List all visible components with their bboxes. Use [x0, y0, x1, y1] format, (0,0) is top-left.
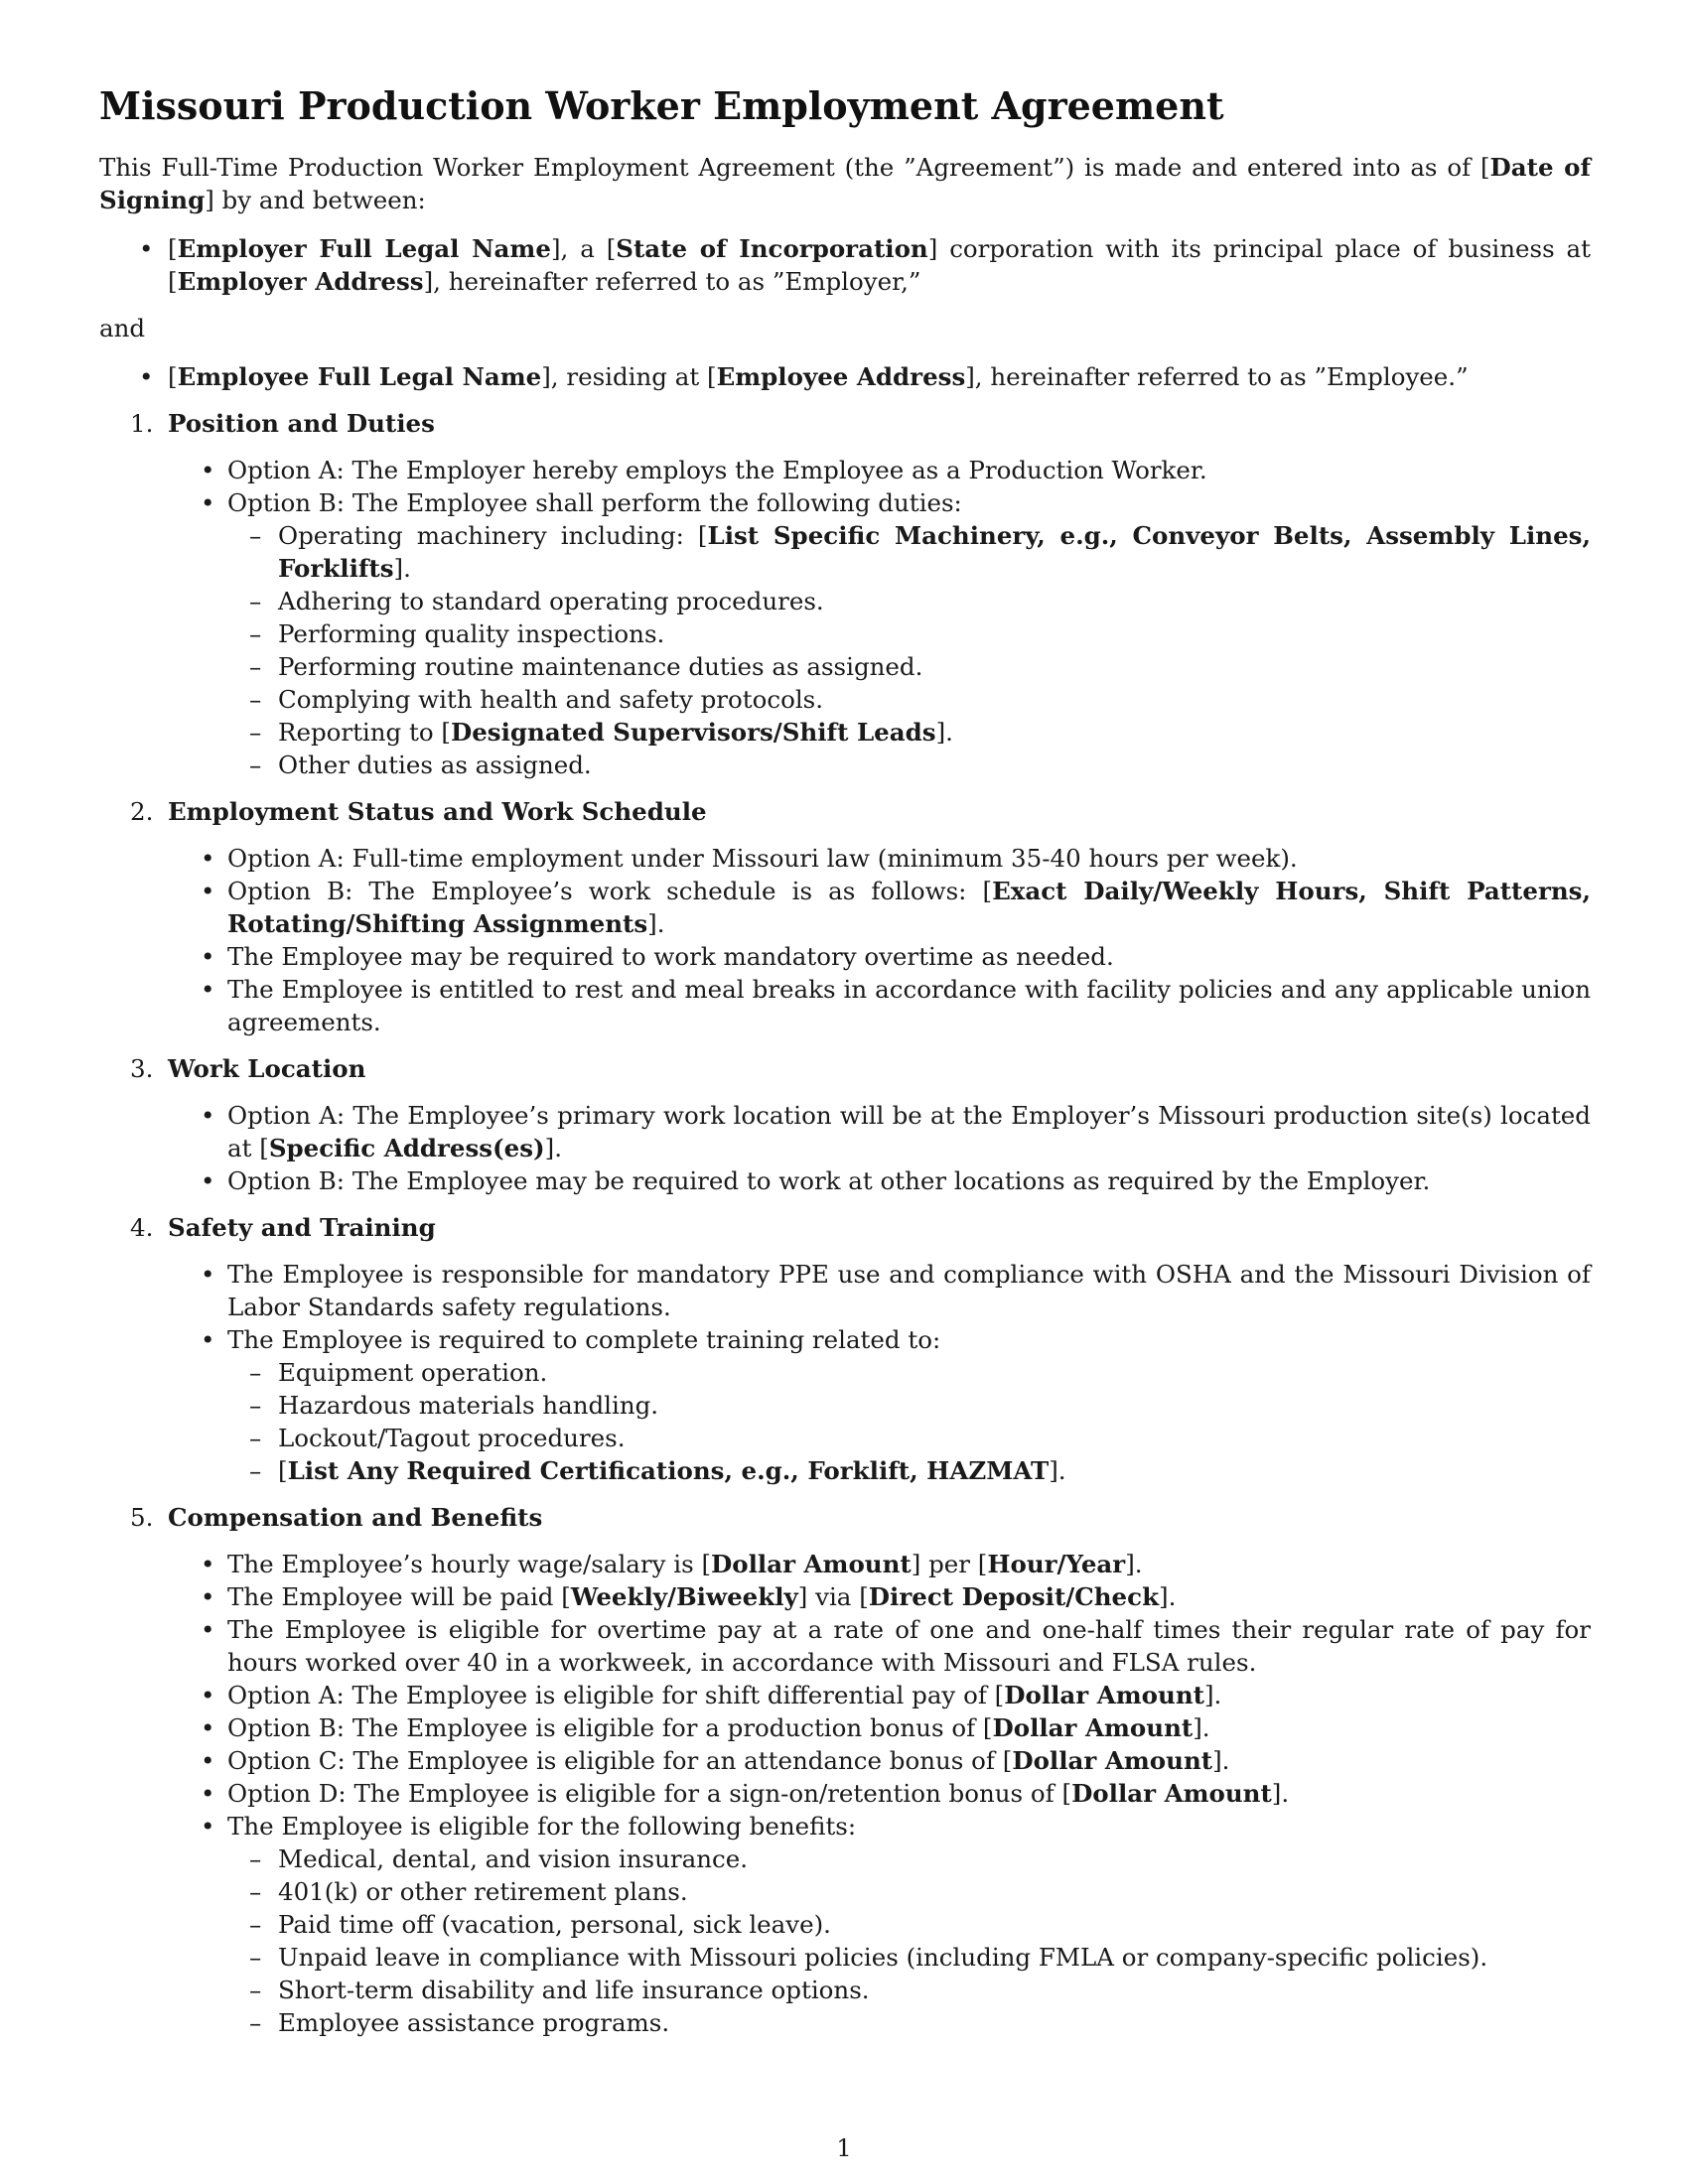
employer-address-placeholder: Employer Address: [177, 267, 424, 296]
duties-sublist: [227, 519, 1591, 781]
sublist-item: – Unpaid leave in compliance with Missouri policies (including FMLA or company-specific policies).: [278, 1941, 1591, 1974]
site-address-placeholder: Specific Address(es): [268, 1134, 545, 1162]
sublist-item: – 401(k) or other retirement plans.: [278, 1875, 1591, 1908]
schedule-placeholder: Exact Daily/Weekly Hours, Shift Patterns, Rotating/Shifting Assignments: [227, 877, 1591, 938]
list-item: • The Employee’s hourly wage/salary is [Dollar Amount] per [Hour/Year].: [227, 1548, 1591, 1580]
list-item: • Option A: The Employee’s primary work location will be at the Employer’s Missouri production site(s) located at [Specific Address(es)].: [227, 1099, 1591, 1164]
employer-name-placeholder: Employer Full Legal Name: [177, 234, 551, 263]
sublist-item: – Medical, dental, and vision insurance.: [278, 1843, 1591, 1875]
sublist-item: – Hazardous materials handling.: [278, 1389, 1591, 1422]
benefits-sublist: [227, 1843, 1591, 2039]
list-item: • Option A: The Employee is eligible for shift differential pay of [Dollar Amount].: [227, 1679, 1591, 1711]
list-item: • The Employee is entitled to rest and meal breaks in accordance with facility policies and any applicable union agreements.: [227, 973, 1591, 1038]
section-position-duties: [99, 407, 1591, 781]
section-items: [99, 454, 1591, 781]
list-item: • The Employee is eligible for overtime pay at a rate of one and one-half times their regular rate of pay for hours worked over 40 in a workweek, in accordance with Missouri and FLSA rules.: [227, 1613, 1591, 1679]
sublist-item: – Equipment operation.: [278, 1356, 1591, 1389]
list-item: • Option A: The Employer hereby employs the Employee as a Production Worker.: [227, 454, 1591, 486]
list-item: • The Employee is responsible for mandatory PPE use and compliance with OSHA and the Missouri Division of Labor Standards safety regulations.: [227, 1258, 1591, 1323]
section-title: Employment Status and Work Schedule: [168, 797, 707, 826]
section-heading: [99, 1211, 1591, 1244]
sublist-item: – Adhering to standard operating procedures.: [278, 585, 1591, 617]
intro-text: This Full-Time Production Worker Employment Agreement (the ”Agreement”) is made and entered into as of [: [99, 153, 1490, 182]
intro-text-end: ] by and between:: [205, 186, 426, 214]
list-item: • Option B: The Employee is eligible for a production bonus of [Dollar Amount].: [227, 1711, 1591, 1744]
list-item: • Option D: The Employee is eligible for a sign-on/retention bonus of [Dollar Amount].: [227, 1777, 1591, 1810]
section-number: 2.: [130, 797, 154, 826]
section-title: Safety and Training: [168, 1213, 436, 1242]
section-employment-status: [99, 795, 1591, 1038]
employer-party-list: [99, 232, 1591, 298]
pay-frequency-placeholder: Weekly/Biweekly: [570, 1582, 798, 1611]
section-title: Position and Duties: [168, 409, 435, 438]
sublist-item: – Reporting to [Designated Supervisors/Shift Leads].: [278, 716, 1591, 749]
wage-amount-placeholder: Dollar Amount: [711, 1550, 912, 1578]
section-work-location: [99, 1052, 1591, 1197]
dollar-amount-placeholder: Dollar Amount: [992, 1713, 1194, 1742]
agreement-sections: [99, 407, 1591, 2039]
sublist-item: – Performing routine maintenance duties as assigned.: [278, 650, 1591, 683]
dollar-amount-placeholder: Dollar Amount: [1071, 1779, 1272, 1808]
section-items: [99, 1099, 1591, 1197]
section-heading: [99, 1052, 1591, 1085]
list-item: • Option C: The Employee is eligible for an attendance bonus of [Dollar Amount].: [227, 1744, 1591, 1777]
list-item: • Option B: The Employee shall perform the following duties: – Operating machinery including: [List Specific Machinery, e.g., Conveyor Belts, Assembly Lines, Forklifts]. – Adhering to standard operating procedures. – Performing quality inspections. – Performing routine maintenance duties as assigned. – Complying with health and safety protocols. – Reporting to [Designated Supervisors/Shift Leads]. – Other duties as assigned.: [227, 486, 1591, 781]
pay-period-placeholder: Hour/Year: [987, 1550, 1126, 1578]
intro-paragraph: [99, 151, 1591, 216]
section-number: 3.: [130, 1054, 154, 1083]
sublist-item: – Paid time off (vacation, personal, sick leave).: [278, 1908, 1591, 1941]
list-item: • Option B: The Employee may be required to work at other locations as required by the Employer.: [227, 1164, 1591, 1197]
employee-address-placeholder: Employee Address: [716, 362, 966, 391]
page-number: 1: [836, 2134, 852, 2162]
list-item: • The Employee is required to complete training related to: – Equipment operation. – Hazardous materials handling. – Lockout/Tagout procedures. – [List Any Required Certifications, e.g., Forklift, HAZMAT].: [227, 1323, 1591, 1487]
sublist-item: – Complying with health and safety protocols.: [278, 683, 1591, 716]
date-of-signing-placeholder: Date of Signing: [99, 153, 1591, 214]
and-connector: and: [99, 314, 146, 342]
section-items: [99, 1548, 1591, 2039]
sublist-item: – Performing quality inspections.: [278, 617, 1591, 650]
section-heading: [99, 407, 1591, 440]
section-heading: [99, 795, 1591, 828]
sublist-item: – Other duties as assigned.: [278, 749, 1591, 781]
employee-name-placeholder: Employee Full Legal Name: [177, 362, 542, 391]
section-number: 1.: [130, 409, 154, 438]
sublist-item: – Short-term disability and life insurance options.: [278, 1974, 1591, 2006]
machinery-placeholder: List Specific Machinery, e.g., Conveyor Belts, Assembly Lines, Forklifts: [278, 521, 1591, 583]
list-item: • The Employee is eligible for the following benefits: – Medical, dental, and vision insurance. – 401(k) or other retirement plans. – Paid time off (vacation, personal, sick leave). – Unpaid leave in compliance with Missouri policies (including FMLA or company-specific policies). – Short-term disability and life insurance options. – Employee assistance programs.: [227, 1810, 1591, 2039]
certifications-placeholder: List Any Required Certifications, e.g., Forklift, HAZMAT: [287, 1456, 1050, 1485]
section-heading: [99, 1501, 1591, 1534]
section-title: Work Location: [168, 1054, 366, 1083]
section-safety-training: [99, 1211, 1591, 1487]
section-title: Compensation and Benefits: [168, 1503, 543, 1532]
training-sublist: [227, 1356, 1591, 1487]
section-number: 4.: [130, 1213, 154, 1242]
section-items: [99, 1258, 1591, 1487]
sublist-item: – Lockout/Tagout procedures.: [278, 1422, 1591, 1454]
sublist-item: – Operating machinery including: [List Specific Machinery, e.g., Conveyor Belts, Assembly Lines, Forklifts].: [278, 519, 1591, 585]
section-number: 5.: [130, 1503, 154, 1532]
pay-method-placeholder: Direct Deposit/Check: [868, 1582, 1160, 1611]
section-compensation-benefits: [99, 1501, 1591, 2039]
employer-party-item: • [Employer Full Legal Name], a [State of Incorporation] corporation with its principal place of business at [Employer Address], hereinafter referred to as ”Employer,”: [168, 232, 1591, 298]
sublist-item: – [List Any Required Certifications, e.g., Forklift, HAZMAT].: [278, 1454, 1591, 1487]
list-item: • The Employee may be required to work mandatory overtime as needed.: [227, 940, 1591, 973]
list-item: • Option A: Full-time employment under Missouri law (minimum 35-40 hours per week).: [227, 842, 1591, 875]
list-item: • Option B: The Employee’s work schedule is as follows: [Exact Daily/Weekly Hours, Shift Patterns, Rotating/Shifting Assignments].: [227, 875, 1591, 940]
document-title: Missouri Production Worker Employment Agreement: [99, 83, 1224, 128]
dollar-amount-placeholder: Dollar Amount: [1012, 1746, 1213, 1775]
sublist-item: – Employee assistance programs.: [278, 2006, 1591, 2039]
supervisors-placeholder: Designated Supervisors/Shift Leads: [450, 718, 936, 747]
section-items: [99, 842, 1591, 1038]
dollar-amount-placeholder: Dollar Amount: [1004, 1681, 1204, 1709]
document-page: [99, 83, 1591, 2053]
list-item: • The Employee will be paid [Weekly/Biweekly] via [Direct Deposit/Check].: [227, 1580, 1591, 1613]
employee-party-item: • [Employee Full Legal Name], residing at [Employee Address], hereinafter referred to as ”Employee.”: [168, 360, 1591, 393]
state-of-incorporation-placeholder: State of Incorporation: [616, 234, 928, 263]
employee-party-list: [99, 360, 1591, 393]
